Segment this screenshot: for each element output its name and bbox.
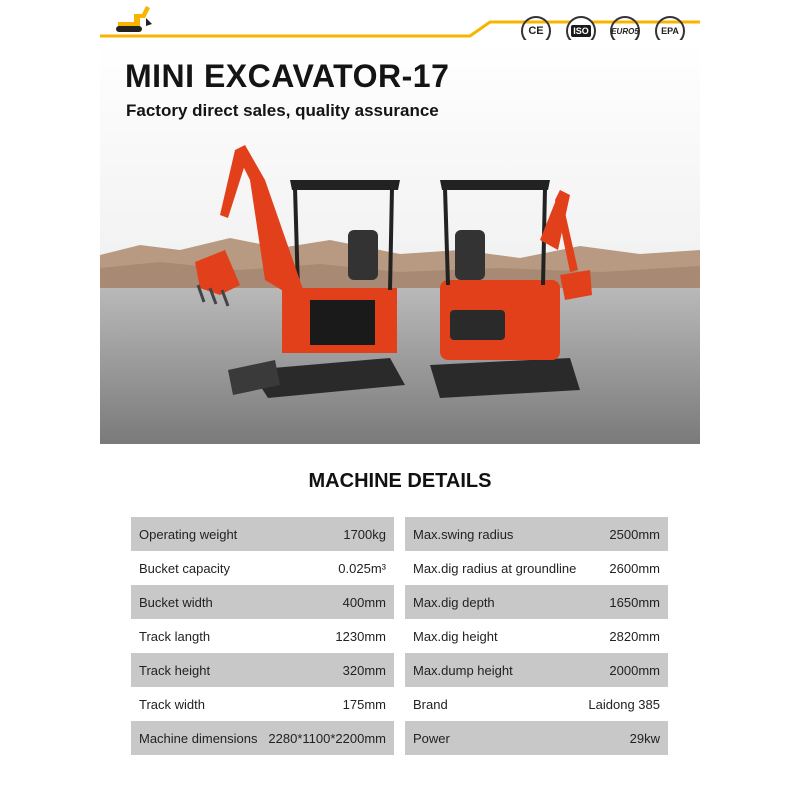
spec-value: 320mm (342, 662, 386, 678)
spec-label: Bucket width (139, 594, 213, 610)
spec-row (131, 551, 394, 585)
page-subtitle: Factory direct sales, quality assurance (126, 101, 439, 120)
spec-label: Track width (139, 696, 205, 712)
spec-label: Max.dig depth (413, 594, 495, 610)
spec-row (131, 687, 394, 721)
spec-row (131, 721, 394, 755)
spec-label: Power (413, 730, 450, 746)
spec-row (405, 517, 668, 551)
spec-value: 400mm (342, 594, 386, 610)
spec-label: Bucket capacity (139, 560, 231, 576)
iso-cert-icon: ISO (566, 16, 596, 46)
spec-row (405, 585, 668, 619)
euro5-cert-icon: EURO5 (610, 16, 640, 46)
spec-label: Operating weight (139, 526, 238, 542)
spec-row (405, 653, 668, 687)
page-title: MINI EXCAVATOR-17 (125, 58, 450, 94)
spec-row (131, 517, 394, 551)
spec-row (131, 619, 394, 653)
spec-value: 175mm (342, 696, 386, 712)
spec-row (405, 551, 668, 585)
details-heading: MACHINE DETAILS (308, 470, 492, 492)
spec-label: Max.dig height (413, 628, 498, 644)
spec-row (131, 585, 394, 619)
spec-label: Brand (413, 696, 448, 712)
excavator-logo (112, 2, 154, 38)
spec-row (405, 721, 668, 755)
spec-row (405, 619, 668, 653)
ce-cert-icon: CE (521, 16, 551, 46)
spec-value: 2820mm (609, 628, 660, 644)
spec-row (405, 687, 668, 721)
spec-value: 0.025m³ (338, 560, 386, 576)
spec-value: 29kw (629, 730, 660, 746)
spec-label: Track height (139, 662, 211, 678)
spec-row (131, 653, 394, 687)
spec-value: Laidong 385 (588, 696, 660, 712)
spec-label: Track langth (139, 628, 211, 644)
spec-label: Max.swing radius (413, 526, 514, 542)
specs-table-right (405, 517, 668, 755)
spec-value: 1230mm (335, 628, 386, 644)
spec-label: Max.dump height (413, 662, 513, 678)
spec-value: 1700kg (343, 526, 386, 542)
spec-value: 2000mm (609, 662, 660, 678)
spec-value: 1650mm (609, 594, 660, 610)
spec-label: Max.dig radius at groundline (413, 560, 577, 576)
spec-value: 2600mm (609, 560, 660, 576)
spec-value: 2280*1100*2200mm (268, 730, 386, 746)
specs-table-left (131, 517, 394, 755)
spec-label: Machine dimensions (139, 730, 258, 746)
epa-cert-icon: EPA (655, 16, 685, 46)
spec-value: 2500mm (609, 526, 660, 542)
